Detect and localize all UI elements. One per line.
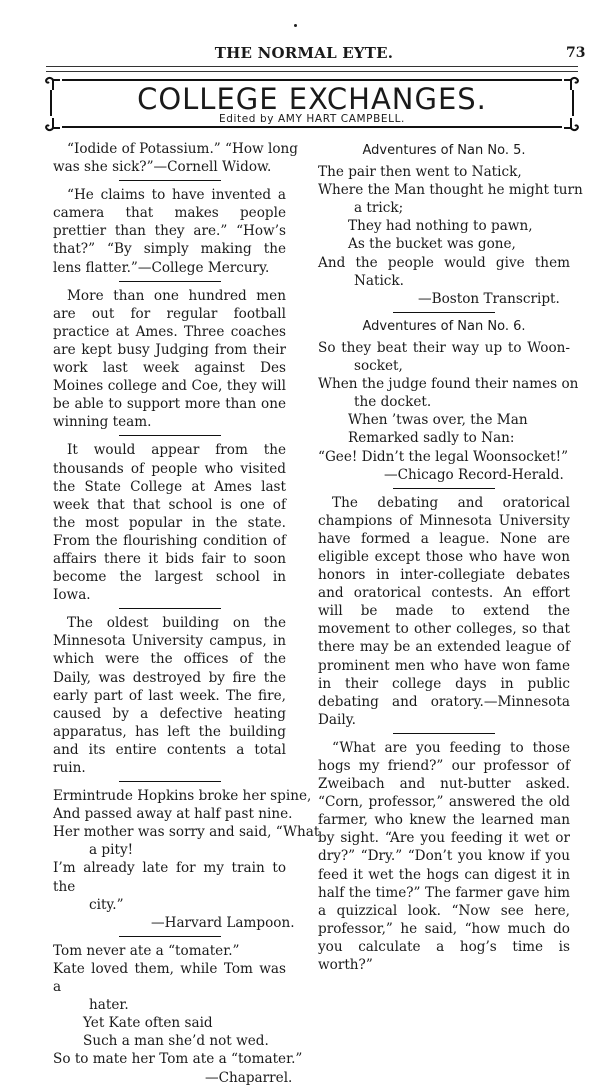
separator-rule [393, 312, 495, 313]
poem-line: Remarked sadly to Nan: [348, 430, 515, 447]
exchange-item-cornell-widow [53, 140, 298, 176]
poem-line: Tom never ate a “tomater.” [53, 942, 240, 959]
exchange-item-college-mercury: “He claims to have invented a camera that makes people prettier than they are.” “How’s that?” “By simply making the lens flatter.”—College Mercury. [53, 187, 286, 276]
poem-tomater [53, 942, 303, 1087]
poem-line: Where the Man thought he might turn [318, 182, 583, 199]
separator-rule [119, 781, 221, 782]
poem-line: the docket. [354, 394, 432, 411]
separator-rule [119, 180, 221, 181]
poem-line: As the bucket was gone, [348, 236, 516, 253]
poem-line: So they beat their way up to Woon- [318, 339, 570, 356]
section-title: COLLEGE EXCHANGES. [137, 82, 487, 116]
exchange-item-hogs-anecdote: “What are you feeding to those hogs my friend?” our professor of Zweibach and nut-butter asked. “Corn, professor,” answered the old farmer, who knew the learned man by sight. “Are you feeding it wet or dry?” “Dry.” “Don’t you know if you feed it wet the hogs can digest it in half the time?” The farmer gave him a quizzical look. “Now see here, professor,” he said, “how much do you calculate a hog’s time is worth?” [318, 739, 570, 974]
poem-line: When ’twas over, the Man [348, 412, 528, 429]
exchange-item-minnesota-debating: The debating and oratorical champions of Minnesota University have formed a league. None are eligible except those who have won honors in inter-collegiate debates and oratorical contests. An effort will be made to extend the movement to other colleges, so that there may be an extended league of prominent men who have won fame in their college days in public debating and oratory.—Minnesota Daily. [318, 494, 570, 728]
poem-line: The pair then went to Natick, [318, 164, 522, 181]
text-line: was she sick?”—Cornell Widow. [53, 159, 272, 176]
separator-rule [119, 281, 221, 282]
poem-line: When the judge found their names on [318, 376, 579, 393]
poem-line: city.” [89, 896, 124, 913]
editor-credit: Edited by AMY HART CAMPBELL. [219, 113, 405, 125]
poem-line: Her mother was sorry and said, “What [53, 824, 320, 841]
right-column [318, 140, 583, 974]
poem-line: Natick. [354, 272, 404, 289]
separator-rule [119, 435, 221, 436]
poem-line: a trick; [354, 200, 404, 217]
attribution: —Chicago Record-Herald. [384, 466, 564, 483]
running-head [0, 44, 608, 64]
exchange-item-minnesota-fire: The oldest building on the Minnesota University campus, in which were the offices of the Daily, was destroyed by fire the early part of last week. The fire, caused by a defective heating apparatus, has left the building and its entire contents a total ruin. [53, 615, 286, 776]
exchange-item-ames-visitors: It would appear from the thousands of people who visited the State College at Ames last week that that school is one of the most popular in the state. From the flourishing condition of affairs there it bids fair to soon become the largest school in Iowa. [53, 442, 286, 604]
poem-nan-6 [318, 339, 579, 484]
attribution: —Chaparrel. [205, 1069, 293, 1086]
poem-line: Kate loved them, while Tom was a [53, 960, 286, 996]
poem-line: Ermintrude Hopkins broke her spine, [53, 788, 312, 805]
section-banner [44, 76, 580, 132]
poem-ermintrude [53, 787, 320, 932]
attribution: —Harvard Lampoon. [151, 914, 295, 931]
poem-line: a pity! [89, 842, 134, 859]
poem-line: “Gee! Didn’t the legal Woonsocket!” [318, 448, 569, 465]
exchange-item-ames-football: More than one hundred men are out for regular football practice at Ames. Three coaches are kept busy Judging from their work last week against Des Moines college and Coe, they will be able to support more than one winning team. [53, 287, 286, 431]
banner-top-rule [62, 79, 562, 81]
poem-nan-5 [318, 163, 583, 308]
poem-line: socket, [354, 358, 403, 375]
poem-line: Yet Kate often said [83, 1015, 213, 1032]
left-column [53, 140, 320, 1087]
separator-rule [119, 936, 221, 937]
poem-line: Such a man she’d not wed. [83, 1033, 269, 1050]
separator-rule [393, 733, 495, 734]
header-double-rule [46, 66, 578, 72]
poem-line: hater. [89, 997, 129, 1014]
separator-rule [119, 608, 221, 609]
publication-title: THE NORMAL EYTE. [214, 44, 394, 62]
poem-heading: Adventures of Nan No. 5. [362, 143, 526, 158]
attribution: —Boston Transcript. [418, 290, 560, 307]
banner-bottom-rule [62, 126, 562, 128]
page-number: 73 [566, 45, 586, 61]
text-line: “Iodide of Potassium.” “How long [67, 141, 298, 157]
poem-line: I’m already late for my train to the [53, 860, 286, 895]
printer-speck [294, 24, 297, 27]
poem-line: And passed away at half past nine. [53, 806, 293, 823]
poem-heading: Adventures of Nan No. 6. [362, 318, 526, 334]
poem-line: So to mate her Tom ate a “tomater.” [53, 1051, 303, 1068]
separator-rule [393, 488, 495, 489]
poem-line: They had nothing to pawn, [348, 218, 533, 235]
poem-line: And the people would give them [318, 254, 570, 271]
